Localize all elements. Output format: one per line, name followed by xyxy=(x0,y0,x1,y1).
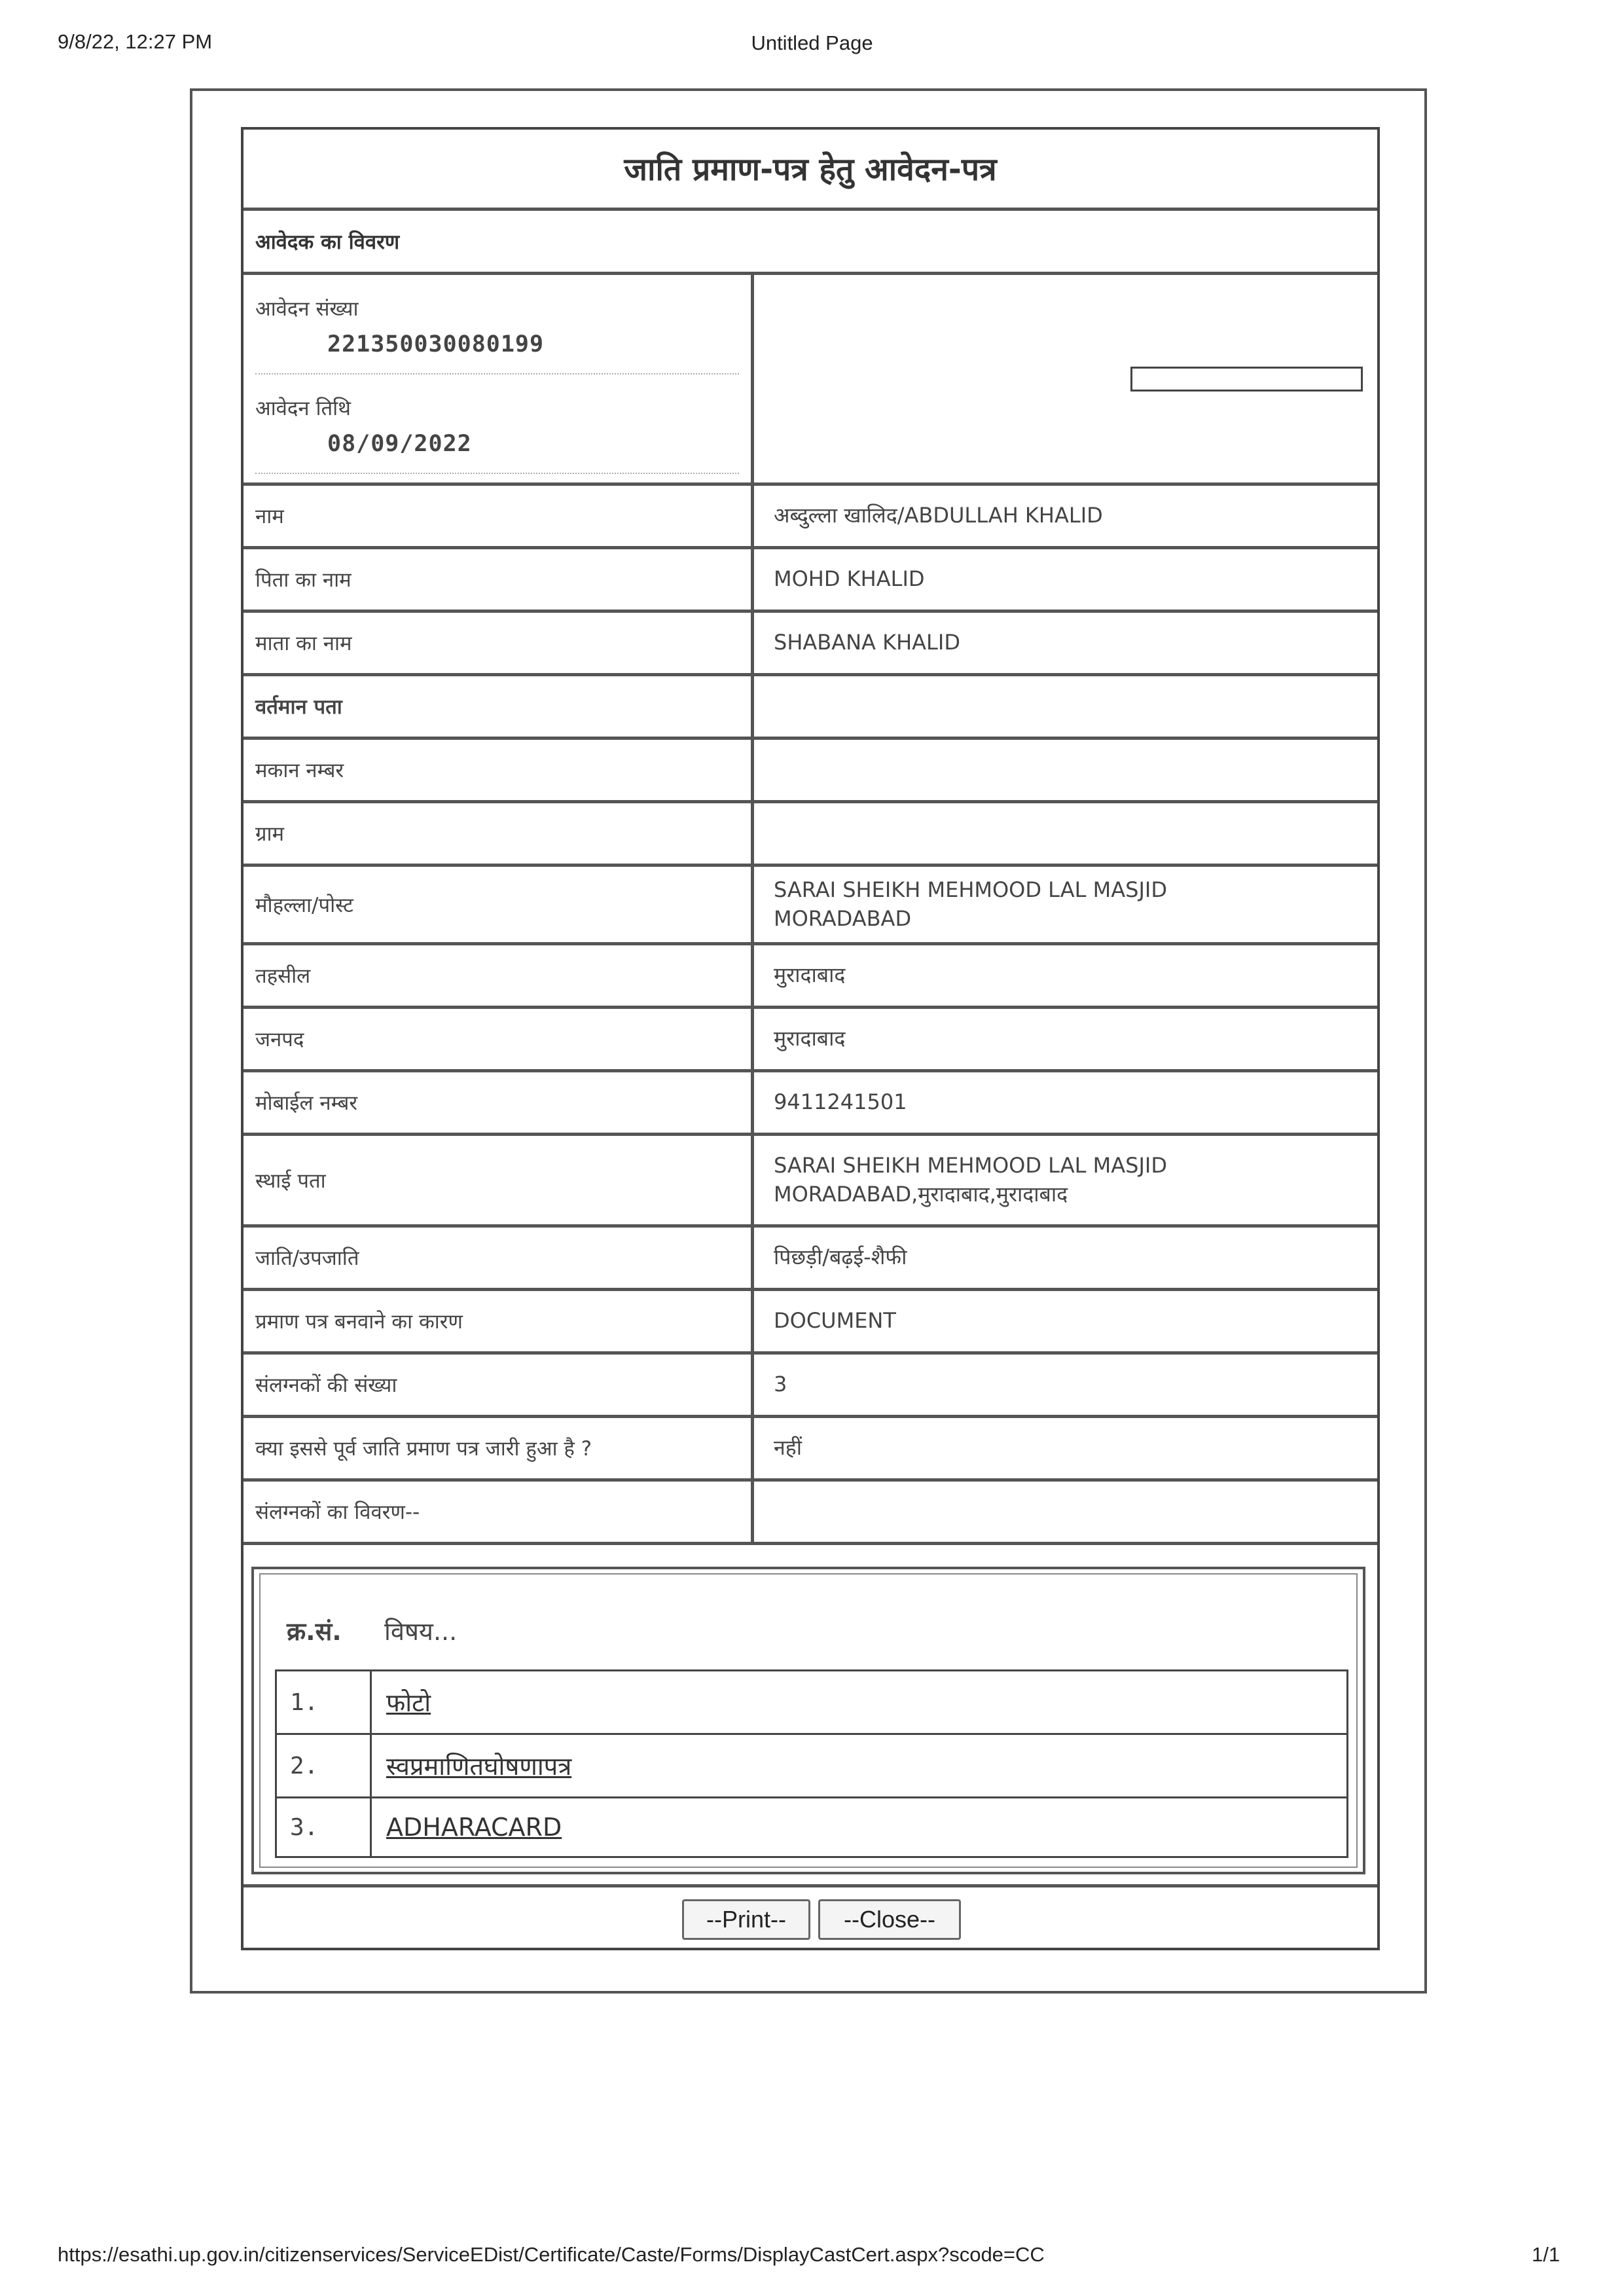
attachment-link[interactable]: ADHARACARD xyxy=(386,1813,562,1842)
row-district xyxy=(244,1009,1377,1072)
attachment-serial: 3. xyxy=(277,1798,372,1856)
attachment-link[interactable]: फोटो xyxy=(386,1688,431,1717)
attachment-serial: 2. xyxy=(277,1735,372,1796)
row-value: मुरादाबाद xyxy=(774,962,846,988)
row-label: मोबाईल नम्बर xyxy=(244,1072,754,1133)
page-url: https://esathi.up.gov.in/citizenservices/ServiceEDist/Certificate/Caste/Forms/DisplayCastCert.aspx?scode=CC xyxy=(58,2243,1045,2266)
row-name xyxy=(244,486,1377,549)
row-value: SHABANA KHALID xyxy=(774,630,960,655)
row-father-name xyxy=(244,549,1377,613)
page-number: 1/1 xyxy=(1532,2243,1561,2266)
page-title: Untitled Page xyxy=(751,31,873,54)
row-attachment-details xyxy=(244,1482,1377,1545)
row-caste xyxy=(244,1228,1377,1291)
row-label: वर्तमान पता xyxy=(244,676,754,737)
row-value xyxy=(754,740,1377,800)
application-number-cell xyxy=(255,283,739,374)
serial-column-header: क्र.सं. xyxy=(287,1617,342,1646)
row-permanent-address xyxy=(244,1136,1377,1228)
row-value xyxy=(754,1482,1377,1542)
application-date-value: 08/09/2022 xyxy=(327,431,472,457)
close-button[interactable]: --Close-- xyxy=(818,1899,961,1940)
row-label: ग्राम xyxy=(244,803,754,864)
application-number-value: 221350030080199 xyxy=(327,331,545,357)
application-info-block xyxy=(244,275,1377,486)
row-previous-certificate xyxy=(244,1418,1377,1482)
row-value: नहीं xyxy=(774,1435,803,1461)
attachment-serial: 1. xyxy=(277,1671,372,1733)
application-info xyxy=(244,275,754,483)
details-table xyxy=(244,486,1377,1545)
row-mother-name xyxy=(244,613,1377,676)
attachment-row xyxy=(275,1796,1348,1858)
attachments-panel xyxy=(251,1567,1365,1874)
row-current-address xyxy=(244,676,1377,740)
row-label: माता का नाम xyxy=(244,613,754,673)
row-value: DOCUMENT xyxy=(774,1308,896,1334)
row-label: पिता का नाम xyxy=(244,549,754,610)
attachment-row xyxy=(275,1669,1348,1735)
row-label: प्रमाण पत्र बनवाने का कारण xyxy=(244,1291,754,1351)
row-label: नाम xyxy=(244,486,754,546)
attachment-row xyxy=(275,1733,1348,1798)
attachment-link[interactable]: स्वप्रमाणितघोषणापत्र xyxy=(386,1752,572,1781)
row-value: मुरादाबाद xyxy=(774,1026,846,1051)
row-value: SARAI SHEIKH MEHMOOD LAL MASJID MORADABAD,मुरादाबाद,मुरादाबाद xyxy=(774,1153,1167,1207)
row-locality-post xyxy=(244,867,1377,945)
row-value: पिछड़ी/बढ़ई-शैफी xyxy=(774,1245,907,1270)
application-date-cell xyxy=(255,382,739,474)
row-value xyxy=(754,676,1377,737)
row-value: SARAI SHEIKH MEHMOOD LAL MASJID MORADABAD xyxy=(774,877,1167,931)
button-bar xyxy=(244,1884,1377,1948)
print-timestamp: 9/8/22, 12:27 PM xyxy=(58,30,213,53)
row-mobile-number xyxy=(244,1072,1377,1136)
row-reason xyxy=(244,1291,1377,1355)
row-label: क्या इससे पूर्व जाति प्रमाण पत्र जारी हुआ है ? xyxy=(244,1418,754,1478)
print-button[interactable]: --Print-- xyxy=(682,1899,810,1940)
row-label: जाति/उपजाति xyxy=(244,1228,754,1288)
row-label: संलग्नकों का विवरण-- xyxy=(244,1482,754,1542)
application-number-label: आवेदन संख्या xyxy=(255,297,359,321)
row-value: 3 xyxy=(774,1372,787,1397)
row-label: संलग्नकों की संख्या xyxy=(244,1355,754,1415)
row-value: MOHD KHALID xyxy=(774,566,925,592)
row-value: अब्दुल्ला खालिद/ABDULLAH KHALID xyxy=(774,503,1103,528)
row-village xyxy=(244,803,1377,867)
subject-column-header: विषय... xyxy=(384,1617,458,1646)
row-value: 9411241501 xyxy=(774,1089,907,1115)
row-label: मौहल्ला/पोस्ट xyxy=(244,867,754,942)
row-label: तहसील xyxy=(244,945,754,1006)
form-title: जाति प्रमाण-पत्र हेतु आवेदन-पत्र xyxy=(244,130,1377,211)
application-date-label: आवेदन तिथि xyxy=(255,397,351,420)
row-tehsil xyxy=(244,945,1377,1009)
applicant-details-header: आवेदक का विवरण xyxy=(244,211,1377,275)
attachments-header xyxy=(287,1614,457,1648)
row-label: स्थाई पता xyxy=(244,1136,754,1224)
row-attachment-count xyxy=(244,1355,1377,1418)
attachments-table xyxy=(259,1573,1358,1868)
caste-certificate-form xyxy=(241,127,1380,1950)
row-label: मकान नम्बर xyxy=(244,740,754,800)
row-house-number xyxy=(244,740,1377,803)
photo-placeholder xyxy=(1130,367,1363,392)
row-value xyxy=(754,803,1377,864)
row-label: जनपद xyxy=(244,1009,754,1069)
